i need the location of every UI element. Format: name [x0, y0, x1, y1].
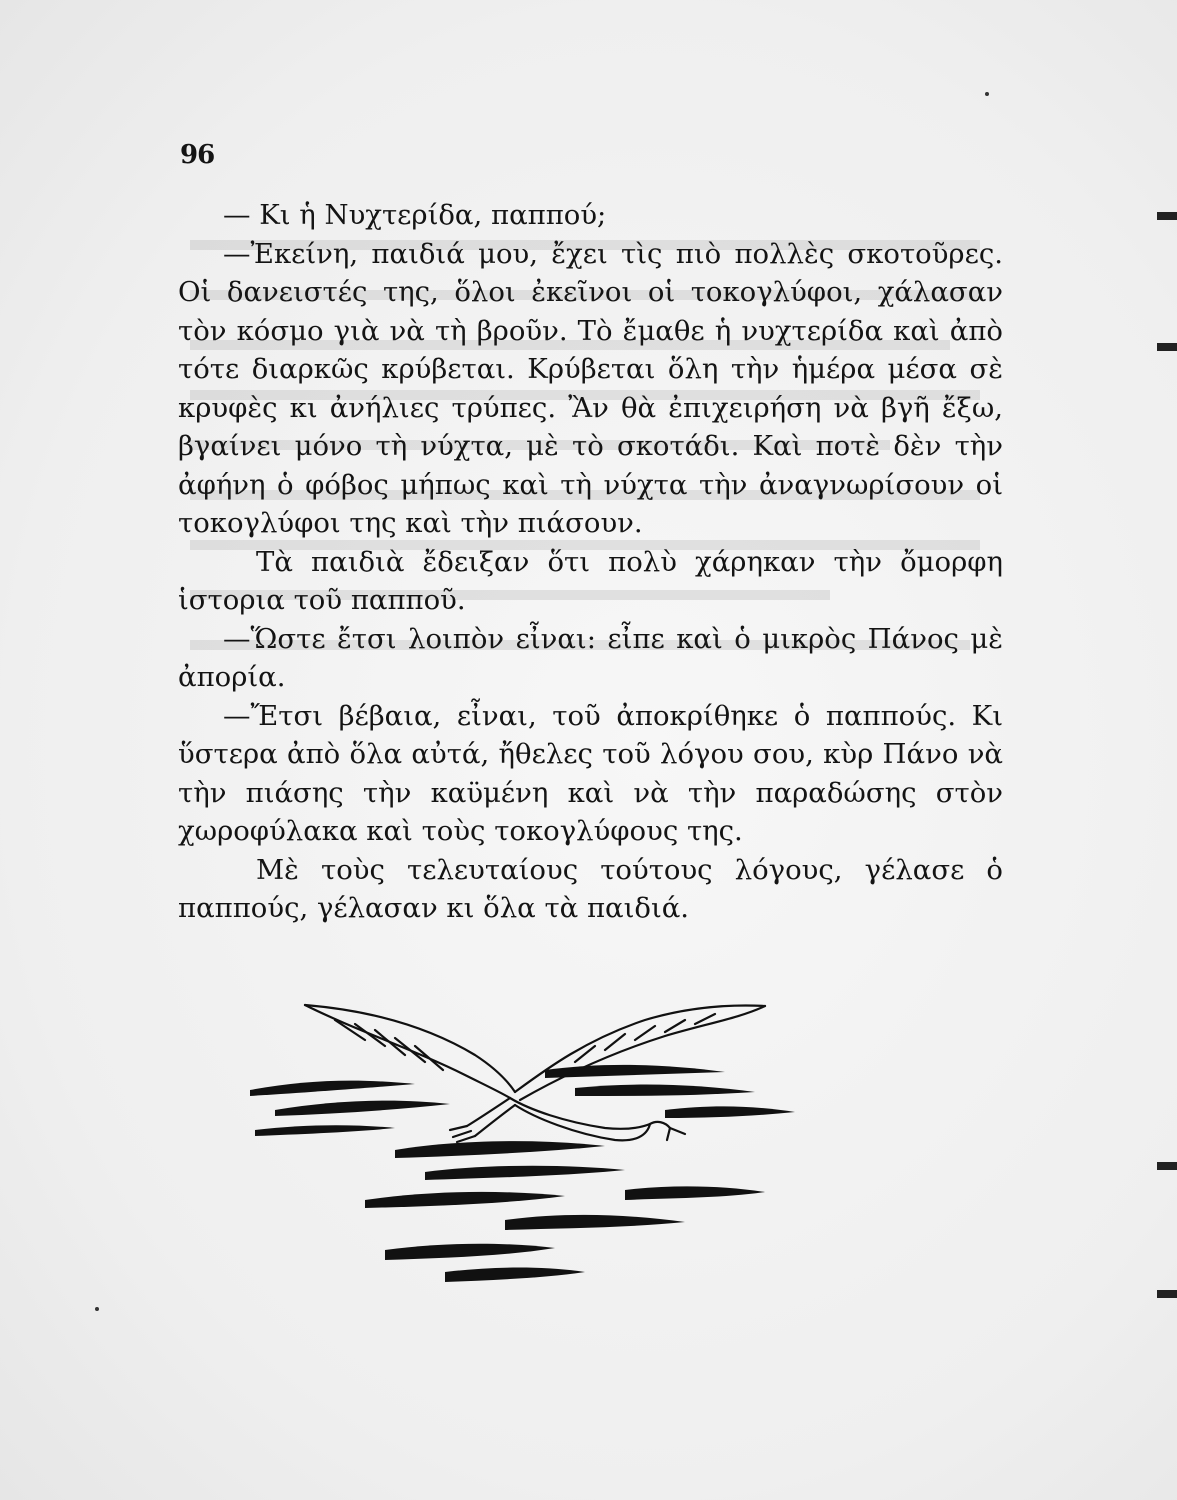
binding-mark	[1157, 1290, 1177, 1298]
paragraph: —Ἐκείνη, παιδιά μου, ἔχει τὶς πιὸ πολλὲς σκοτοῦρες. Οἱ δανειστές της, ὅλοι ἐκεῖνοι οἱ τοκογλύφοι, χάλασαν τὸν κόσμο γιὰ νὰ τὴ βροῦν. Τὸ ἔμαθε ἡ νυχτερίδα καὶ ἀπὸ τότε διαρκῶς κρύβεται. Κρύβεται ὅλη τὴν ἡμέρα μέσα σὲ κρυφὲς κι ἀνήλιες τρύπες. Ἂν θὰ ἐπιχειρήση νὰ βγῆ ἔξω, βγαίνει μόνο τὴ νύχτα, μὲ τὸ σκοτάδι. Καὶ ποτὲ δὲν τὴν ἀφήνη ὁ φόβος μήπως καὶ τὴ νύχτα τὴν ἀναγνωρίσουν οἱ τοκογλύφοι της καὶ τὴν πιάσουν.	[178, 237, 1003, 539]
seagull-illustration	[245, 1000, 805, 1290]
paragraph: — Κι ἡ Νυχτερίδα, παππού;	[223, 199, 607, 231]
seagull	[305, 1005, 765, 1142]
paragraph: —Ὥστε ἔτσι λοιπὸν εἶναι: εἶπε καὶ ὁ μικρὸς Πάνος μὲ ἀπορία.	[178, 622, 1003, 693]
binding-mark	[1157, 343, 1177, 351]
binding-mark	[1157, 212, 1177, 220]
body-text	[178, 196, 1003, 928]
paragraph: —Ἔτσι βέβαια, εἶναι, τοῦ ἀποκρίθηκε ὁ παππούς. Κι ὕστερα ἀπὸ ὅλα αὐτά, ἤθελες τοῦ λόγου σου, κὺρ Πάνο νὰ τὴν πιάσης τὴν καϋμένη καὶ νὰ τὴν παραδώσης στὸν χωροφύλακα καὶ τοὺς τοκογλύφους της.	[178, 699, 1003, 847]
paragraph: Μὲ τοὺς τελευταίους τούτους λόγους, γέλασε ὁ παππούς, γέλασαν κι ὅλα τὰ παιδιά.	[178, 853, 1003, 924]
binding-mark	[1157, 1162, 1177, 1170]
page-speck	[95, 1307, 99, 1311]
page-speck	[985, 92, 989, 96]
page-number: 96	[180, 140, 215, 170]
paragraph: Τὰ παιδιὰ ἔδειξαν ὅτι πολὺ χάρηκαν τὴν ὄμορφη ἱστορια τοῦ παπποῦ.	[178, 545, 1003, 616]
